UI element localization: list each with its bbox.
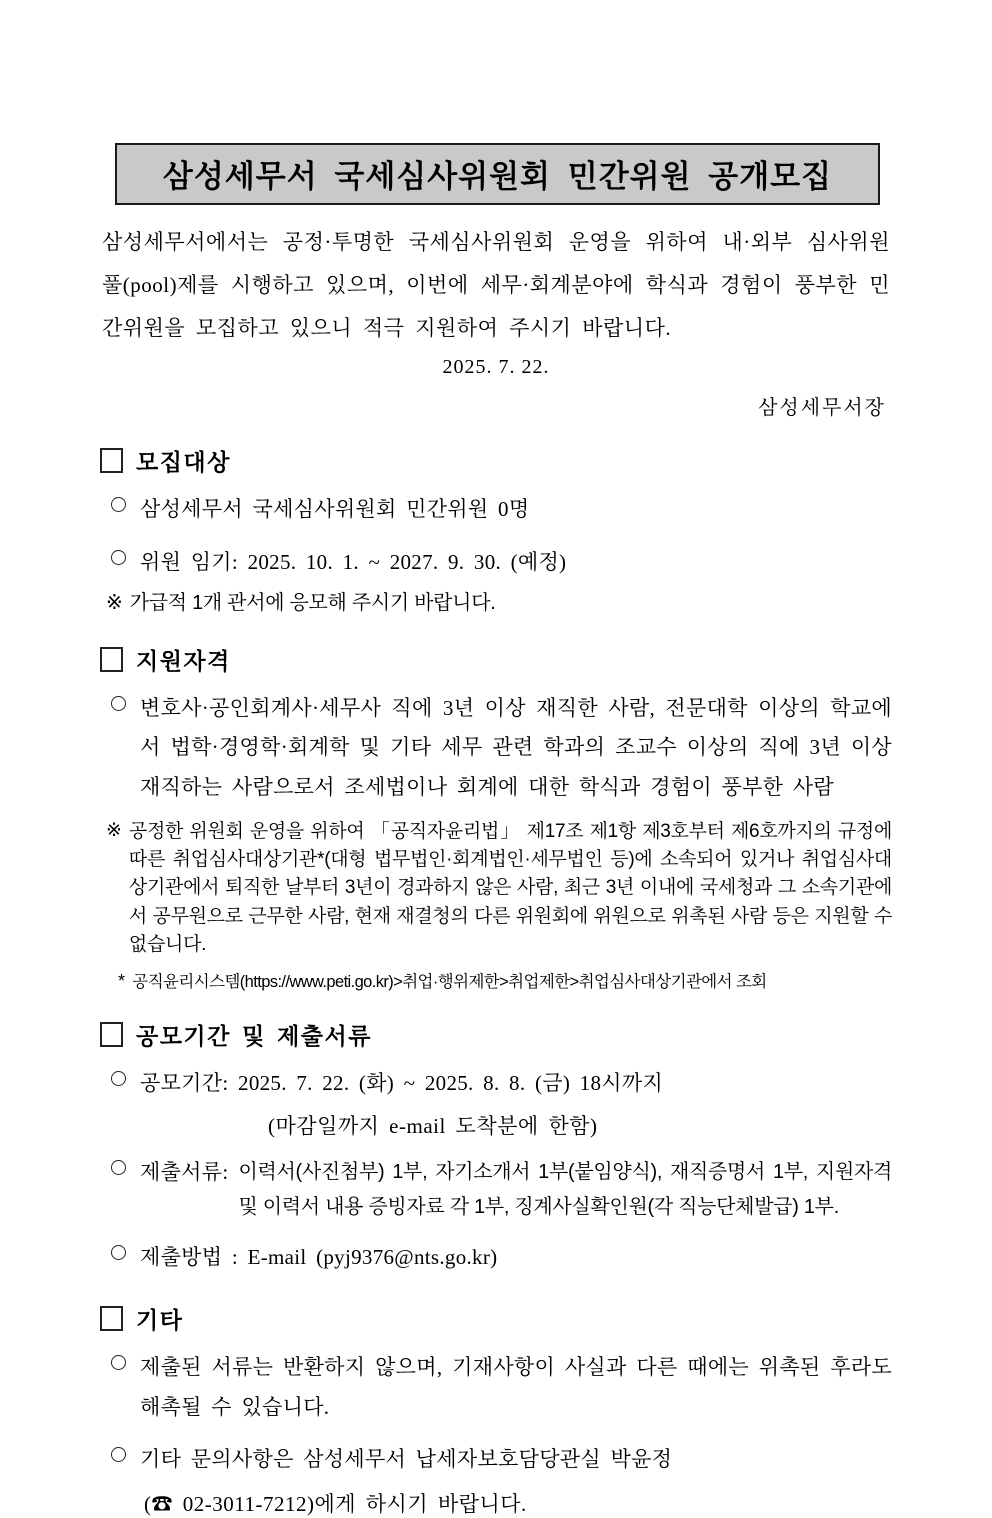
item-text: 변호사·공인회계사·세무사 직에 3년 이상 재직한 사람, 전문대학 이상의 학교에서 법학·경영학·회계학 및 기타 세무 관련 학과의 조교수 이상의 직에 3년 이상 재직하는 사람으로서 조세법이나 회계에 대한 학식과 경험이 풍부한 사람 <box>140 695 892 800</box>
item-label: 제출서류: <box>140 1159 229 1184</box>
item-text: 제출된 서류는 반환하지 않으며, 기재사항이 사실과 다른 때에는 위촉된 후라도 해촉될 수 있습니다. <box>140 1354 892 1419</box>
note-text: 가급적 1개 관서에 응모해 주시기 바랍니다. <box>129 591 496 614</box>
section-heading: 모집대상 <box>136 450 231 476</box>
item-text: 공모기간: 2025. 7. 22. (화) ~ 2025. 8. 8. (금) 18시까지 <box>140 1070 664 1095</box>
section-heading: 공모기간 및 제출서류 <box>136 1023 372 1049</box>
contact-phone-line: (☎ 02-3011-7212)에게 하시기 바랍니다. <box>144 1492 527 1517</box>
signer-name: 삼성세무서장 <box>758 397 886 420</box>
item-text: 위원 임기: 2025. 10. 1. ~ 2027. 9. 30. (예정) <box>140 550 567 575</box>
circle-bullet-icon <box>111 1447 126 1462</box>
item-text: 제출방법 : E-mail (pyj9376@nts.go.kr) <box>140 1244 498 1269</box>
square-bullet-icon <box>100 1306 123 1331</box>
list-item <box>100 543 892 583</box>
list-item <box>100 1440 892 1480</box>
section-heading: 지원자격 <box>136 648 231 674</box>
reference-mark-icon: ※ <box>106 591 123 614</box>
page-title: 삼성세무서 국세심사위원회 민간위원 공개모집 <box>115 143 880 205</box>
section-etc <box>100 1302 892 1518</box>
circle-bullet-icon <box>111 497 126 512</box>
section-recruit-target <box>100 444 892 618</box>
section-period-documents <box>100 1018 892 1278</box>
intro-paragraph: 삼성세무서에서는 공정·투명한 국세심사위원회 운영을 위하여 내·외부 심사위원 풀(pool)제를 시행하고 있으며, 이번에 세무·회계분야에 학식과 경험이 풍부한 민간위원을 모집하고 있으니 적극 지원하여 주시기 바랍니다. <box>102 230 890 341</box>
circle-bullet-icon <box>111 1245 126 1260</box>
circle-bullet-icon <box>111 550 126 565</box>
section-heading-row <box>100 643 892 676</box>
reference-mark-icon: ※ <box>106 820 122 842</box>
list-item <box>100 490 892 530</box>
circle-bullet-icon <box>111 696 126 711</box>
section-heading-row <box>100 1302 892 1335</box>
footnote-text: 공직윤리시스템(https://www.peti.go.kr)>취업·행위제한>취업제한>취업심사대상기관에서 조회 <box>132 972 767 991</box>
item-text: 기타 문의사항은 삼성세무서 납세자보호담당관실 박윤정 <box>140 1447 673 1472</box>
list-item <box>100 1238 892 1278</box>
square-bullet-icon <box>100 647 123 672</box>
item-text: 삼성세무서 국세심사위원회 민간위원 0명 <box>140 497 530 522</box>
list-item <box>100 689 892 809</box>
circle-bullet-icon <box>111 1355 126 1370</box>
footnote-line <box>118 971 892 994</box>
square-bullet-icon <box>100 448 123 473</box>
period-deadline-note: (마감일까지 e-mail 도착분에 한함) <box>268 1113 598 1138</box>
section-qualification <box>100 643 892 994</box>
square-bullet-icon <box>100 1022 123 1047</box>
notice-date: 2025. 7. 22. <box>442 356 550 379</box>
asterisk-icon: * <box>118 970 125 991</box>
item-value: 이력서(사진첨부) 1부, 자기소개서 1부(붙임양식), 재직증명서 1부, 지원자격 및 이력서 내용 증빙자료 각 1부, 징계사실확인원(각 직능단체발급) 1부. <box>238 1160 892 1218</box>
section-heading-row <box>100 1018 892 1051</box>
note-text: 공정한 위원회 운영을 위하여 「공직자윤리법」 제17조 제1항 제3호부터 제6호까지의 규정에 따른 취업심사대상기관*(대형 법무법인·회계법인·세무법인 등)에 소속되어 있거나 취업심사대상기관에서 퇴직한 날부터 3년이 경과하지 않은 사람, 최근 3년 이내에 국세청과 그 소속기관에서 공무원으로 근무한 사람, 현재 재결청의 다른 위원회에 위원으로 위촉된 사람 등은 지원할 수 없습니다. <box>128 821 892 955</box>
circle-bullet-icon <box>111 1160 126 1175</box>
note-line <box>106 818 892 959</box>
section-heading: 기타 <box>136 1307 184 1333</box>
note-line <box>106 589 892 619</box>
section-heading-row <box>100 444 892 477</box>
list-item <box>100 1064 892 1104</box>
list-item <box>100 1153 892 1225</box>
circle-bullet-icon <box>111 1071 126 1086</box>
list-item <box>100 1348 892 1428</box>
